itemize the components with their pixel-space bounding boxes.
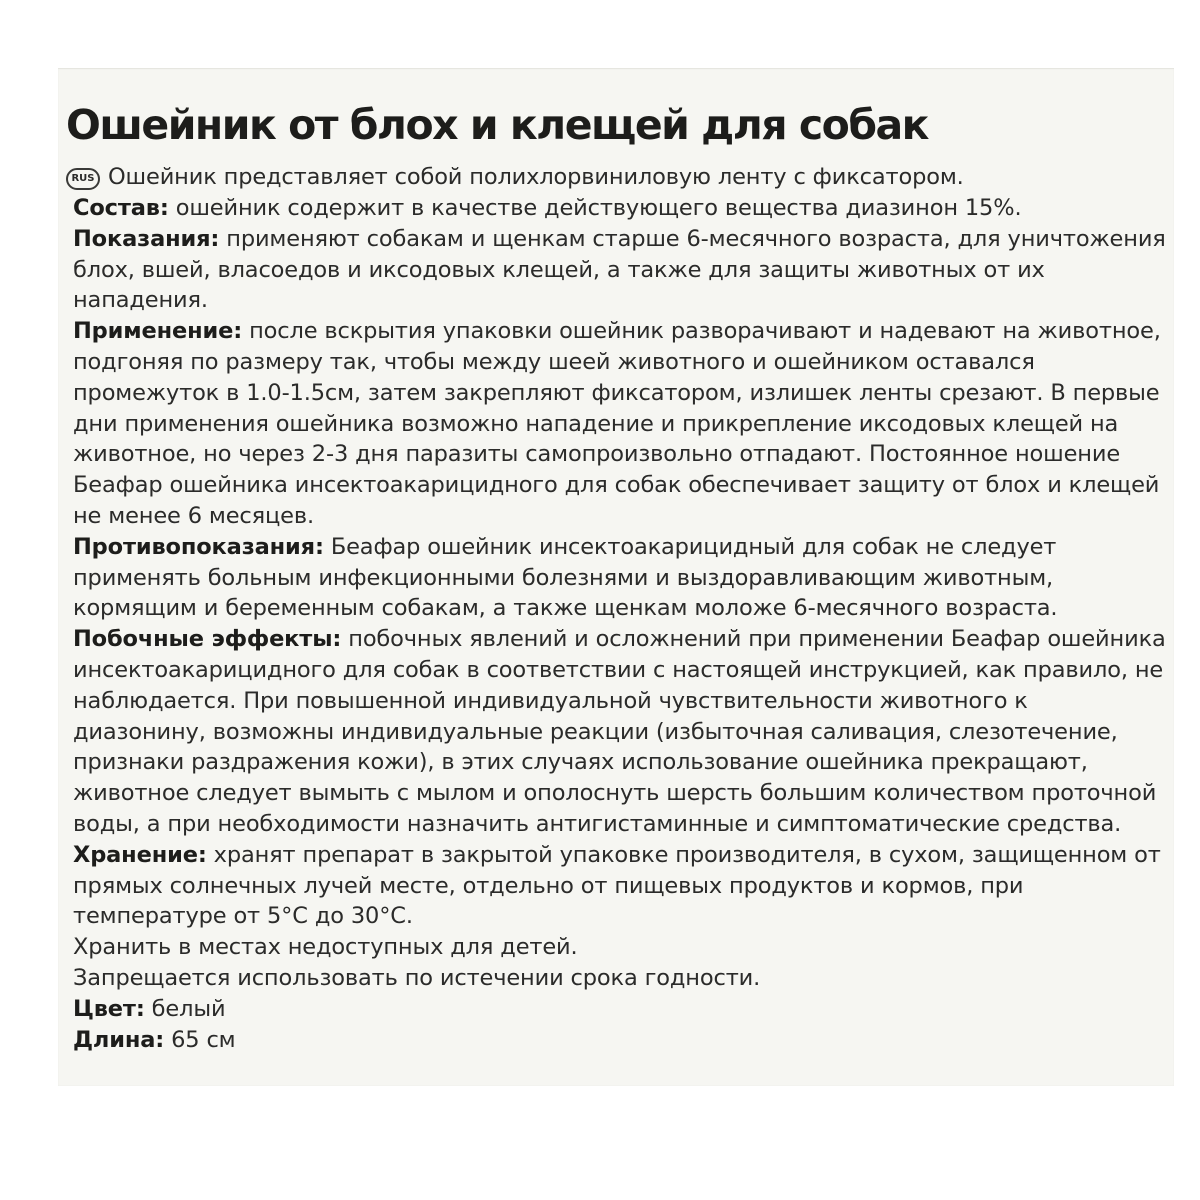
indications-term: Показания: xyxy=(73,225,220,252)
indications-text: применяют собакам и щенкам старше 6-месячного возраста, для уничтожения блох, вшей, власоедов и иксодовых клещей, а также для защиты животных от их нападения. xyxy=(73,225,1166,314)
usage-term: Применение: xyxy=(73,318,243,345)
children-warning-text: Хранить в местах недоступных для детей. xyxy=(73,934,578,961)
color-text: белый xyxy=(144,995,226,1022)
expiry-warning-text: Запрещается использовать по истечении срока годности. xyxy=(73,964,761,991)
length-term: Длина: xyxy=(73,1026,165,1053)
contraindications-term: Противопоказания: xyxy=(73,533,324,560)
color-term: Цвет: xyxy=(73,995,145,1022)
usage-paragraph xyxy=(66,316,1166,532)
children-warning xyxy=(66,932,1166,963)
indications-paragraph xyxy=(66,224,1166,316)
language-badge: RUS xyxy=(66,168,100,190)
storage-term: Хранение: xyxy=(73,841,207,868)
side-effects-text: побочных явлений и осложнений при применении Беафар ошейника инсектоакарицидного для собак в соответствии с настоящей инструкцией, как правило, не наблюдается. При повышенной индивидуальной чувствительности животного к диазонину, возможны индивидуальные реакции (избыточная саливация, слезотечение, признаки раздражения кожи), в этих случаях использование ошейника прекращают, животное следует вымыть с мылом и ополоснуть шерсть большим количеством проточной воды, а при необходимости назначить антигистаминные и симптоматические средства. xyxy=(73,626,1166,837)
intro-paragraph xyxy=(66,162,1166,193)
length-paragraph xyxy=(66,1025,1166,1056)
side-effects-paragraph xyxy=(66,624,1166,840)
intro-text: Ошейник представляет собой полихлорвиниловую ленту с фиксатором. xyxy=(108,164,964,190)
contraindications-paragraph xyxy=(66,532,1166,624)
product-title: Ошейник от блох и клещей для собак xyxy=(66,101,928,149)
composition-paragraph xyxy=(66,193,1166,224)
length-text: 65 см xyxy=(164,1026,236,1053)
usage-text: после вскрытия упаковки ошейник разворачивают и надевают на животное, подгоняя по размеру так, чтобы между шеей животного и ошейником оставался промежуток в 1.0-1.5см, затем закрепляют фиксатором, излишек ленты срезают. В первые дни применения ошейника возможно нападение и прикрепление иксодовых клещей на животное, но через 2-3 дня паразиты самопроизвольно отпадают. Постоянное ношение Беафар ошейника инсектоакарицидного для собак обеспечивает защиту от блох и клещей не менее 6 месяцев. xyxy=(73,318,1161,529)
storage-paragraph xyxy=(66,840,1166,932)
expiry-warning xyxy=(66,963,1166,994)
contraindications-text: Беафар ошейник инсектоакарицидный для собак не следует применять больным инфекционными болезнями и выздоравливающим животным, кормящим и беременным собакам, а также щенкам моложе 6-месячного возраста. xyxy=(73,533,1058,622)
product-label xyxy=(58,68,1174,1086)
label-body xyxy=(66,162,1166,1055)
side-effects-term: Побочные эффекты: xyxy=(73,626,342,653)
composition-text: ошейник содержит в качестве действующего вещества диазинон 15%. xyxy=(168,195,1022,221)
color-paragraph xyxy=(66,994,1166,1025)
composition-term: Состав: xyxy=(73,195,169,221)
storage-text: хранят препарат в закрытой упаковке производителя, в сухом, защищенном от прямых солнечных лучей месте, отдельно от пищевых продуктов и кормов, при температуре от 5°С до 30°С. xyxy=(73,841,1161,930)
